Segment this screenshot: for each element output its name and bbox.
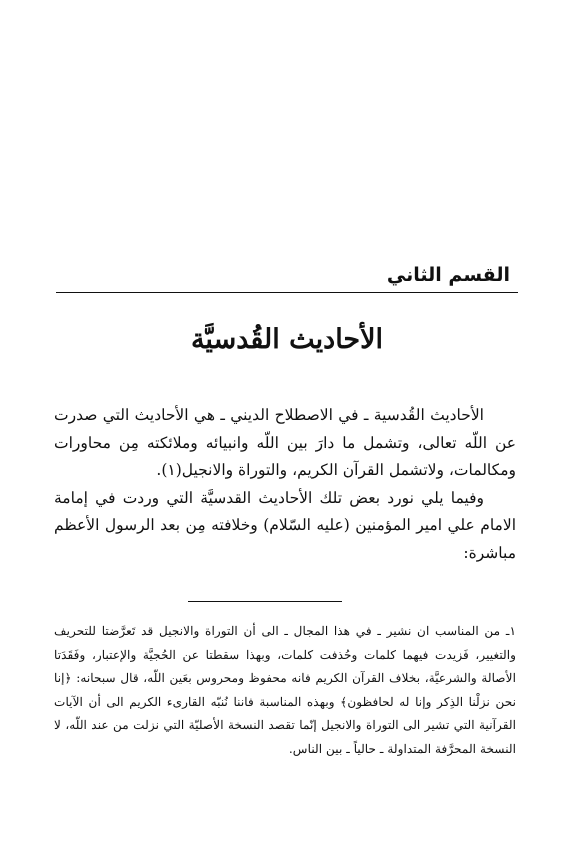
body-paragraph-2: وفيما يلي نورد بعض تلك الأحاديث القدسيَّة التي وردت في إمامة الامام علي امير المؤمنين (عليه السّلام) وخلافته مِن بعد الرسول الأعظم مباشرة: — [54, 488, 516, 562]
body-text — [54, 402, 516, 567]
footnote-divider — [188, 601, 342, 602]
chapter-title: الأحاديث القُدسيَّة — [190, 324, 384, 355]
section-label: القسم الثاني — [386, 264, 510, 286]
body-paragraph-1: الأحاديث القُدسية ـ في الاصطلاح الديني ـ هي الأحاديث التي صدرت عن اللّه تعالى، وتشمل ما دارَ بين اللّه وانبيائه وملائكته مِن محاورات ومكالمات، ولاتشمل القرآن الكريم، والتوراة والانجيل(١). — [54, 406, 516, 479]
section-underline — [56, 292, 518, 293]
footnote-text: ١ـ من المناسب ان نشير ـ في هذا المجال ـ الى أن التوراة والانجيل قد تَعرَّضتا للتحريف والتغيير، فَزيدت فيهما كلمات وحُذفت كلمات، وبهذا سقطتا عن الحُجيَّة والإعتبار، وفَقَدَتا الأصالة والشرعيَّة، بخلاف القرآن الكريم فانه محفوظ ومحروس بعَين اللّه، قال سبحانه: ﴿إنا نحن نزلْنا الذِكر وإنا له لحافظون﴾ وبهذه المناسبة فاننا نُنبّه القارىء الكريم الى أن الآيات القرآنية التي تشير الى التوراة والانجيل إنّما تقصد النسخة الأصليّة التي نزلت من عند اللّه، لا النسخة المحرَّفة المتداولة ـ حالياً ـ بين الناس. — [54, 624, 516, 756]
